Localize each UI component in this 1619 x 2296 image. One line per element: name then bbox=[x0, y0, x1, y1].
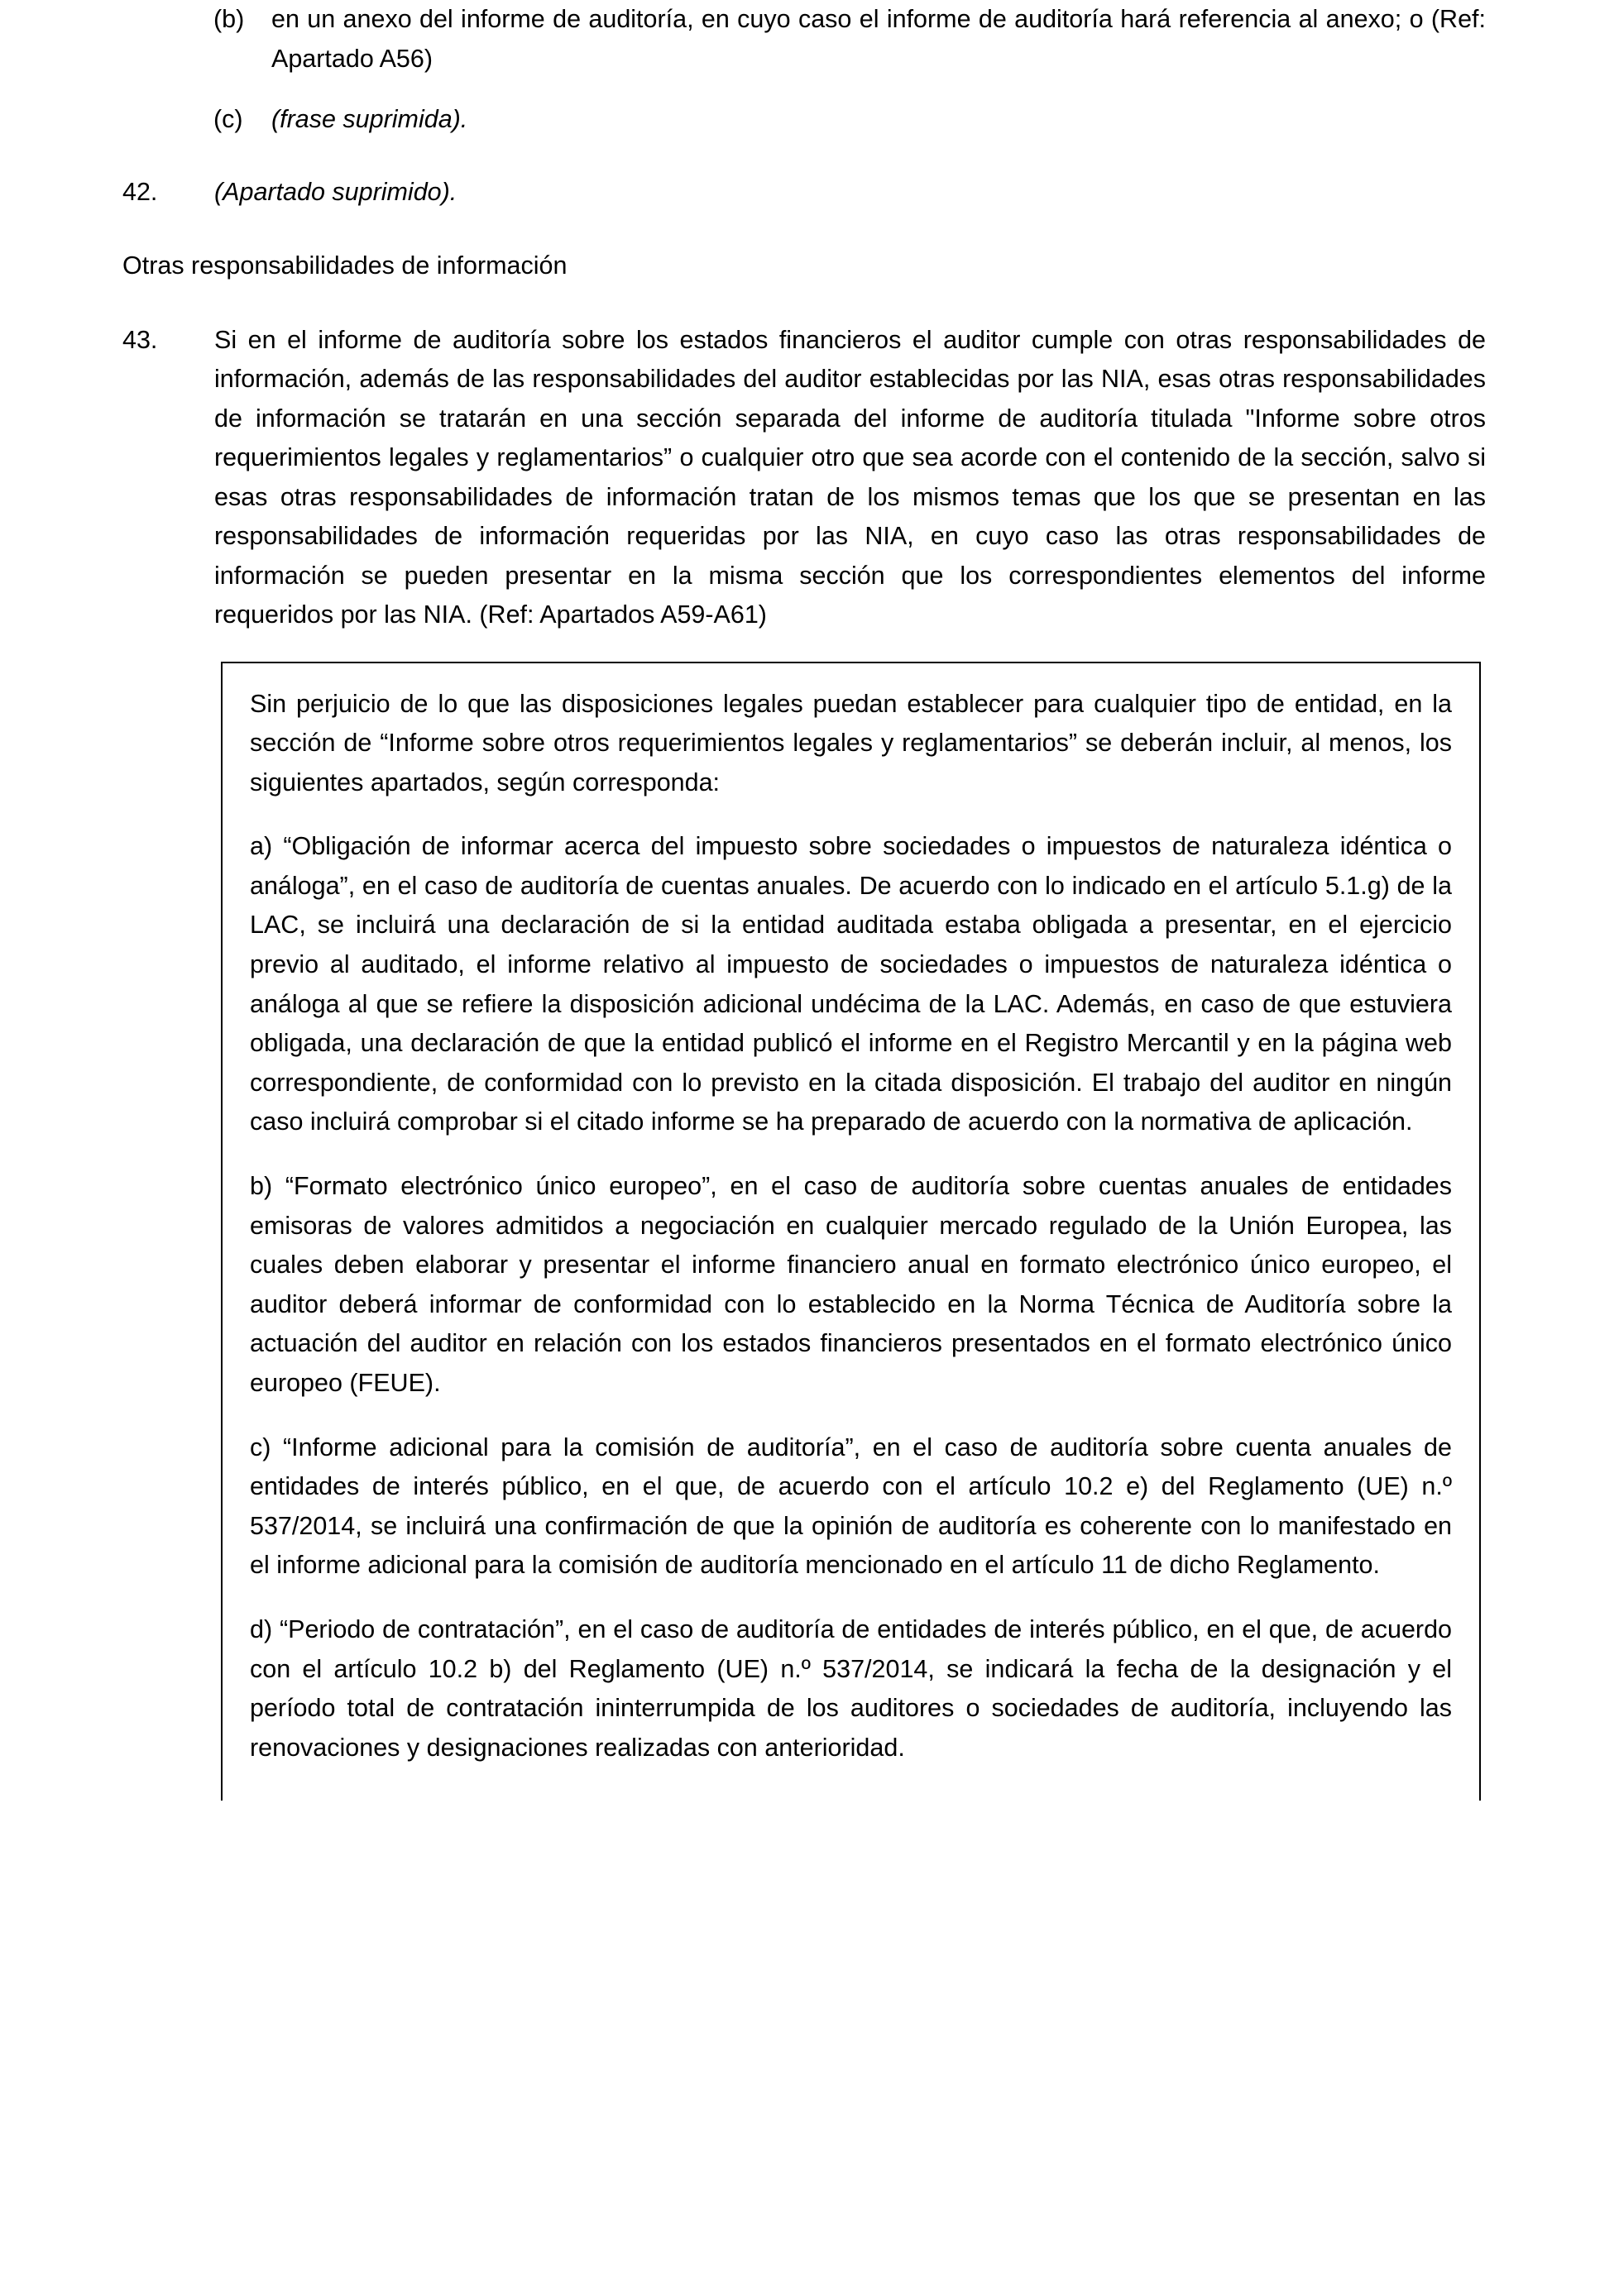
framed-note-item-c: c) “Informe adicional para la comisión de auditoría”, en el caso de auditoría sobre cuenta anuales de entidades de interés público, en el que, de acuerdo con el artículo 10.2 e) del Reglamento (UE) n.º 537/2014, se incluirá una confirmación de que la opinión de auditoría es coherente con lo manifestado en el informe adicional para la comisión de auditoría mencionado en el artículo 11 de dicho Reglamento. bbox=[250, 1433, 1452, 1580]
list-item-b bbox=[0, 0, 1619, 79]
framed-note-intro: Sin perjuicio de lo que las disposiciones legales puedan establecer para cualquier tipo de entidad, en la sección de “Informe sobre otros requerimientos legales y reglamentarios” se deberán incluir, al menos, los siguientes apartados, según corresponda: bbox=[250, 689, 1452, 796]
paragraph-43-number: 43. bbox=[122, 325, 158, 354]
framed-note-box bbox=[221, 662, 1481, 1801]
paragraph-43-text: Si en el informe de auditoría sobre los estados financieros el auditor cumple con otras responsabilidades de información, además de las responsabilidades del auditor establecidas por las NIA, esas otras responsabilidades de información se tratarán en una sección separada del informe de auditoría titulada "Informe sobre otros requerimientos legales y reglamentarios” o cualquier otro que sea acorde con el contenido de la sección, salvo si esas otras responsabilidades de información tratan de los mismos temas que los que se presentan en las responsabilidades de información requeridas por las NIA, en cuyo caso las otras responsabilidades de información se pueden presentar en la misma sección que los correspondientes elementos del informe requeridos por las NIA. (Ref: Apartados A59-A61) bbox=[214, 325, 1486, 629]
paragraph-42 bbox=[0, 173, 1619, 213]
paragraph-42-text: (Apartado suprimido). bbox=[214, 177, 457, 206]
list-item-b-marker: (b) bbox=[213, 5, 245, 33]
lettered-list bbox=[0, 0, 1619, 140]
section-heading: Otras responsabilidades de información bbox=[122, 251, 568, 280]
paragraph-42-number: 42. bbox=[122, 177, 158, 206]
framed-note-item-a: a) “Obligación de informar acerca del impuesto sobre sociedades o impuestos de naturaleza idéntica o análoga”, en el caso de auditoría de cuentas anuales. De acuerdo con lo indicado en el artículo 5.1.g) de la LAC, se incluirá una declaración de si la entidad auditada estaba obligada a presentar, en el ejercicio previo al auditado, el informe relativo al impuesto de sociedades o impuestos de naturaleza idéntica o análoga al que se refiere la disposición adicional undécima de la LAC. Además, en caso de que estuviera obligada, una declaración de que la entidad publicó el informe en el Registro Mercantil y en la página web correspondiente, de conformidad con lo previsto en la citada disposición. El trabajo del auditor en ningún caso incluirá comprobar si el citado informe se ha preparado de acuerdo con la normativa de aplicación. bbox=[250, 832, 1452, 1136]
list-item-c-marker: (c) bbox=[213, 105, 243, 133]
list-item-c-text: (frase suprimida). bbox=[271, 105, 468, 133]
framed-note-item-b: b) “Formato electrónico único europeo”, en el caso de auditoría sobre cuentas anuales de entidades emisoras de valores admitidos a negociación en cualquier mercado regulado de la Unión Europea, las cuales deben elaborar y presentar el informe financiero anual en formato electrónico único europeo, el auditor deberá informar de conformidad con lo establecido en la Norma Técnica de Auditoría sobre la actuación del auditor en relación con los estados financieros presentados en el formato electrónico único europeo (FEUE). bbox=[250, 1172, 1452, 1397]
list-item-c bbox=[0, 100, 1619, 140]
paragraph-43 bbox=[0, 321, 1619, 635]
framed-note-item-d: d) “Periodo de contratación”, en el caso de auditoría de entidades de interés público, en el que, de acuerdo con el artículo 10.2 b) del Reglamento (UE) n.º 537/2014, se indicará la fecha de la designación y el período total de contratación ininterrumpida de los auditores o sociedades de auditoría, incluyendo las renovaciones y designaciones realizadas con anterioridad. bbox=[250, 1614, 1452, 1762]
list-item-b-text: en un anexo del informe de auditoría, en cuyo caso el informe de auditoría hará referencia al anexo; o (Ref: Apartado A56) bbox=[271, 5, 1486, 73]
